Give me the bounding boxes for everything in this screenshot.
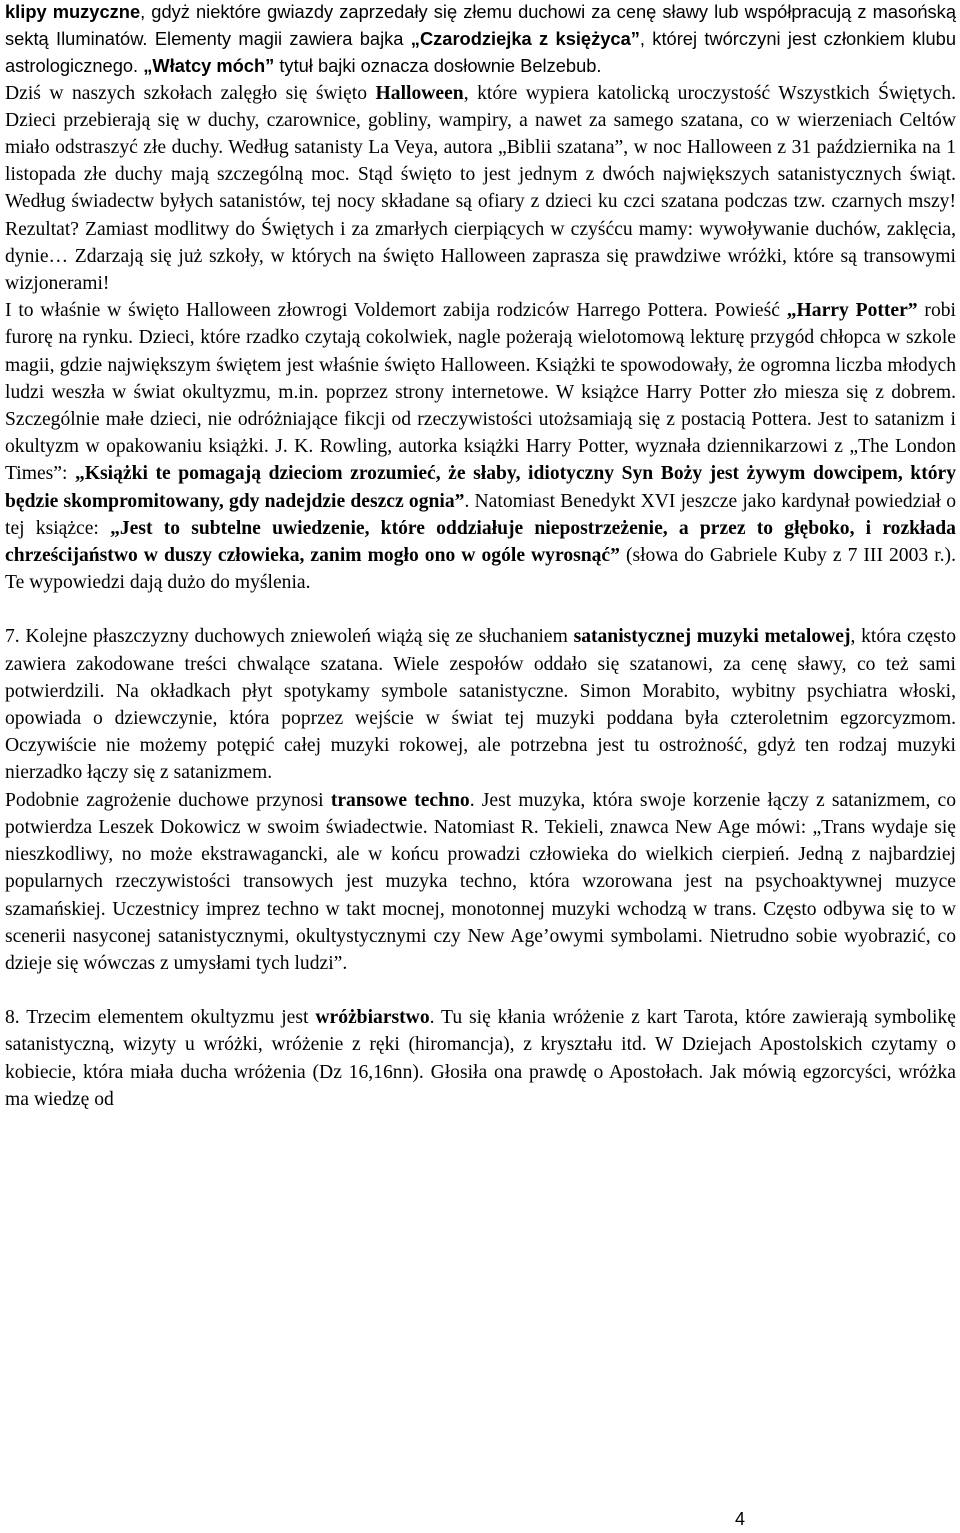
document-page xyxy=(5,0,956,1113)
text-run: (słowa do Gabriele Kuby z 7 III 2003 r.). Te wypowiedzi dają dużo do myślenia. xyxy=(5,545,956,594)
bold-text: transowe techno xyxy=(330,789,470,811)
text-run: Podobnie zagrożenie duchowe przynosi xyxy=(5,789,331,811)
bold-text: „Książki te pomagają dzieciom zrozumieć, że słaby, idiotyczny Syn Boży jest żywym dowcipem, który będzie skompromitowany, gdy nadejdzie deszcz ognia” xyxy=(5,463,957,512)
text-run: . Tu się kłania wróżenie z kart Tarota, które zawierają symbolikę satanistyczną, wizyty u wróżki, wróżenie z ręki (hiromancja), z kryształu itd. W Dziejach Apostolskich czytamy o kobiecie, która miała ducha wróżenia (Dz 16,16nn). Głosiła ona prawdę o Apostołach. Jak mówią egzorcyści, wróżka ma wiedzę od xyxy=(5,1007,956,1110)
bold-text: satanistycznej muzyki metalowej xyxy=(573,626,851,648)
document-body xyxy=(5,0,956,1113)
text-run: , której twórczyni jest członkiem klubu astrologicznego. xyxy=(5,28,956,77)
paragraph-spacer xyxy=(5,596,956,623)
text-run: . Natomiast Benedykt XVI jeszcze jako kardynał powiedział o tej książce: xyxy=(5,490,956,539)
text-run: , która często zawiera zakodowane treści chwalące szatana. Wiele zespołów oddało się szatanowi, za cenę sławy, co też sami potwierdzili. Na okładkach płyt spotykamy symbole satanistyczne. Simon Morabito, wybitny psychiatra włoski, opowiada o dziewczynie, która poprzez wejście w świat tej muzyki poddana była czteroletnim egzorcyzmom. Oczywiście nie możemy potępić całej muzyki rokowej, ale potrzebna jest tu ostrożność, gdyż ten rodzaj muzyki nierzadko łączy się z satanizmem. xyxy=(5,626,956,784)
text-run: 7. Kolejne płaszczyzny duchowych zniewoleń wiążą się ze słuchaniem xyxy=(5,626,574,648)
bold-text: Halloween xyxy=(375,82,464,104)
bold-text: wróżbiarstwo xyxy=(315,1007,430,1029)
text-run: , gdyż niektóre gwiazdy zaprzedały się złemu duchowi za cenę sławy lub współpracują z masońską sektą Iluminatów. Elementy magii zawiera bajka xyxy=(5,1,956,50)
paragraph-spacer xyxy=(5,977,956,1004)
paragraph xyxy=(5,297,956,596)
text-run: tytuł bajki oznacza dosłownie Belzebub. xyxy=(274,55,602,77)
text-run: , które wypiera katolicką uroczystość Wszystkich Świętych. Dzieci przebierają się w duchy, czarownice, gobliny, wampiry, a nawet za samego szatana, co w wierzeniach Celtów miało odstraszyć złe duchy. Według satanisty La Veya, autora „Biblii szatana”, w noc Halloween z 31 października na 1 listopada złe duchy mają szczególną moc. Stąd święto to jest jednym z dwóch największych satanistycznych świąt. Według świadectw byłych satanistów, tej nocy składane są ofiary z dzieci ku czci szatana podczas tzw. czarnych mszy! Rezultat? Zamiast modlitwy do Świętych i za zmarłych cierpiących w czyśćcu mamy: wywoływanie duchów, zaklęcia, dynie… Zdarzają się już szkoły, w których na święto Halloween zaprasza się prawdziwe wróżki, które są transowymi wizjonerami! xyxy=(5,82,956,295)
paragraph xyxy=(5,1004,956,1113)
text-run: 8. Trzecim elementem okultyzmu jest xyxy=(5,1007,316,1029)
text-run: . Jest muzyka, która swoje korzenie łączy z satanizmem, co potwierdza Leszek Dokowicz w swoim świadectwie. Natomiast R. Tekieli, znawca New Age mówi: „Trans wydaje się nieszkodliwy, no może ekstrawagancki, ale w końcu prowadzi człowieka do wielkich cierpień. Jedną z najbardziej popularnych rzeczywistości transowych jest muzyka techno, która wzorowana jest na psychoaktywnej muzyce szamańskiej. Uczestnicy imprez techno w takt mocnej, monotonnej muzyki wchodzą w trans. Często odbywa się to w scenerii nasyconej satanistycznymi, okultystycznymi czy New Age’owymi symbolami. Nietrudno sobie wyobrazić, co dzieje się wówczas z umysłami tych ludzi”. xyxy=(5,789,957,974)
bold-text: „Harry Potter” xyxy=(786,300,918,322)
text-run: robi furorę na rynku. Dzieci, które rzadko czytają cokolwiek, nagle pożerają wielotomową lekturę przygód chłopca w szkole magii, gdzie największym świętem jest właśnie święto Halloween. Książki te spowodowały, że ogromna liczba młodych ludzi weszła w świat okultyzmu, m.in. poprzez strony internetowe. W książce Harry Potter zło miesza się z dobrem. Szczególnie małe dzieci, nie odróżniające fikcji od rzeczywistości utożsamiają się z postacią Pottera. Jest to satanizm i okultyzm w opakowaniu książki. J. K. Rowling, autorka książki Harry Potter, wyznała dziennikarzowi z „The London Times”: xyxy=(5,300,956,485)
bold-text: „Jest to subtelne uwiedzenie, które oddziałuje niepostrzeżenie, a przez to głęboko, i rozkłada chrześcijaństwo w duszy człowieka, zanim mogło ono w ogóle wyrosnąć” xyxy=(5,517,956,567)
bold-text: „Włatcy móch” xyxy=(143,55,275,77)
text-run: Dziś w naszych szkołach zalęgło się święto xyxy=(5,82,376,104)
bold-text: „Czarodziejka z księżyca” xyxy=(410,28,640,50)
bold-text: klipy muzyczne xyxy=(5,1,141,22)
text-run: I to właśnie w święto Halloween złowrogi Voldemort zabija rodziców Harrego Pottera. Powieść xyxy=(5,300,787,322)
paragraph xyxy=(5,80,956,298)
paragraph xyxy=(5,787,956,977)
paragraph xyxy=(5,623,956,786)
paragraph xyxy=(5,0,956,80)
page-number: 4 xyxy=(735,1509,746,1529)
